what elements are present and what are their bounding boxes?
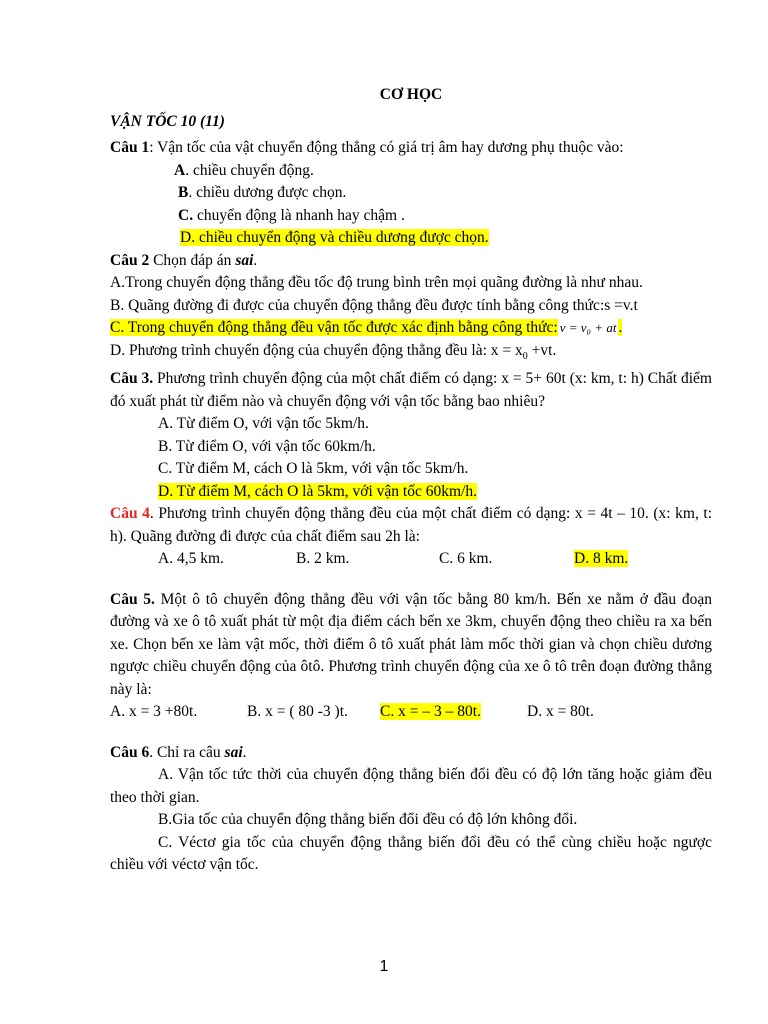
option-c-highlighted: C. x = – 3 – 80t. (380, 703, 481, 721)
question-2-option-b: B. Quãng đường đi được của chuyển động thẳng đều được tính bằng công thức:s =v.t (110, 296, 638, 314)
option-c-highlighted: C. Trong chuyển động thẳng đều vận tốc được xác định bằng công thức: (110, 319, 558, 336)
question-1 (110, 137, 712, 160)
option-b-letter: B (178, 184, 189, 201)
question-4-option-d (574, 548, 628, 571)
option-a-letter: A (174, 161, 186, 179)
page-number: 1 (379, 958, 389, 975)
question-6-text: . Chỉ ra câu (149, 743, 225, 761)
question-4-option-b: B. 2 km. (296, 550, 350, 568)
question-5-option-c (380, 701, 527, 724)
question-1-option-d (110, 227, 712, 250)
question-3-option-c: C. Từ điểm M, cách O là 5km, với vận tốc 5km/h. (158, 460, 469, 478)
section-title: VẬN TỐC 10 (11) (110, 112, 225, 130)
option-a-text: . chiều chuyển động. (185, 161, 314, 179)
option-d-subscript: 0 (522, 350, 528, 362)
question-2 (110, 250, 712, 273)
question-4-option-a: A. 4,5 km. (158, 550, 224, 568)
question-1-label: Câu 1 (110, 139, 150, 156)
option-d-highlighted: D. Từ điểm M, cách O là 5km, với vận tốc 60km/h. (158, 482, 477, 500)
question-3-label: Câu 3. (110, 370, 154, 388)
question-6-option-b: B.Gia tốc của chuyển động thẳng biến đổi đều có độ lớn không đổi. (158, 811, 578, 829)
question-2-label: Câu 2 (110, 251, 150, 269)
question-2-option-a: A.Trong chuyển động thẳng đều tốc độ trung bình trên mọi quãng đường là như nhau. (110, 274, 643, 291)
question-6-label: Câu 6 (110, 743, 150, 761)
question-3-option-d (110, 481, 712, 504)
question-5-option-b: B. x = ( 80 -3 )t. (247, 703, 348, 721)
question-6-option-c: C. Véctơ gia tốc của chuyển động thẳng biến đổi đều có thể cùng chiều hoặc ngược chiều với véctơ vận tốc. (110, 833, 712, 874)
spacer (110, 571, 712, 589)
question-4-text: . Phương trình chuyển động thẳng đều của một chất điểm có dạng: x = 4t – 10. (x: km, t: h). Quãng đường đi được của chất điểm sau 2h là: (110, 505, 712, 545)
spacer (110, 724, 712, 742)
question-5-option-a: A. x = 3 +80t. (110, 703, 198, 721)
option-d-text: D. Phương trình chuyển động của chuyển động thẳng đều là: x = x (110, 341, 523, 359)
option-d-highlighted: D. chiều chuyển động và chiều dương được chọn. (180, 229, 489, 246)
question-2-text: Chọn đáp án (149, 251, 236, 269)
velocity-formula: v = v₀ + at (559, 320, 617, 335)
question-4 (110, 503, 712, 548)
question-3-text: Phương trình chuyển động của một chất điểm có dạng: x = 5+ 60t (x: km, t: h) Chất điểm đó xuất phát từ điểm nào và chuyển động với vận tốc bằng bao nhiêu? (110, 370, 712, 410)
question-2-option-c (110, 317, 712, 340)
question-5-options (110, 701, 712, 724)
question-2-emphasis: sai (235, 251, 254, 269)
question-5 (110, 589, 712, 702)
option-d-end: +vt. (527, 341, 557, 359)
question-2-period: . (253, 251, 258, 269)
question-3-option-a: A. Từ điểm O, với vận tốc 5km/h. (158, 415, 369, 433)
question-3 (110, 368, 712, 413)
question-1-option-b (110, 182, 712, 205)
question-5-label: Câu 5. (110, 590, 155, 608)
question-2-option-d (110, 340, 712, 369)
page-content (110, 84, 712, 877)
option-b-text: . chiều dương được chọn. (188, 184, 347, 201)
question-6-option-a: A. Vận tốc tức thời của chuyển động thẳng biến đổi đều có độ lớn tăng hoặc giảm đều theo thời gian. (110, 766, 712, 806)
question-5-option-d: D. x = 80t. (527, 703, 594, 721)
question-1-option-c (110, 205, 712, 228)
question-4-options (110, 548, 712, 571)
question-4-label: Câu 4 (110, 505, 150, 523)
option-c-letter: C. (178, 206, 194, 224)
question-3-option-b: B. Từ điểm O, với vận tốc 60km/h. (158, 437, 376, 455)
question-1-text: : Vận tốc của vật chuyển động thẳng có giá trị âm hay dương phụ thuộc vào: (149, 139, 624, 156)
option-c-end: . (618, 319, 623, 336)
question-1-option-a (110, 160, 712, 183)
option-d-highlighted: D. 8 km. (574, 550, 629, 568)
page-title: CƠ HỌC (379, 86, 443, 103)
question-6-period: . (242, 743, 247, 761)
question-6-emphasis: sai (224, 743, 243, 761)
option-c-text: chuyển động là nhanh hay chậm . (193, 206, 405, 224)
question-6 (110, 742, 712, 765)
question-5-text: Một ô tô chuyển động thẳng đều với vận tốc bằng 80 km/h. Bến xe nằm ở đầu đoạn đường và xe ô tô xuất phát từ một địa điểm cách bến xe 3km, chuyển động theo chiều ra xa bến xe. Chọn bến xe làm vật mốc, thời điểm ô tô xuất phát làm mốc thời gian và chọn chiều dương ngược chiều chuyển động của ôtô. Phương trình chuyển động của xe ô tô trên đoạn đường thẳng này là: (110, 590, 712, 698)
question-4-option-c: C. 6 km. (439, 550, 493, 568)
